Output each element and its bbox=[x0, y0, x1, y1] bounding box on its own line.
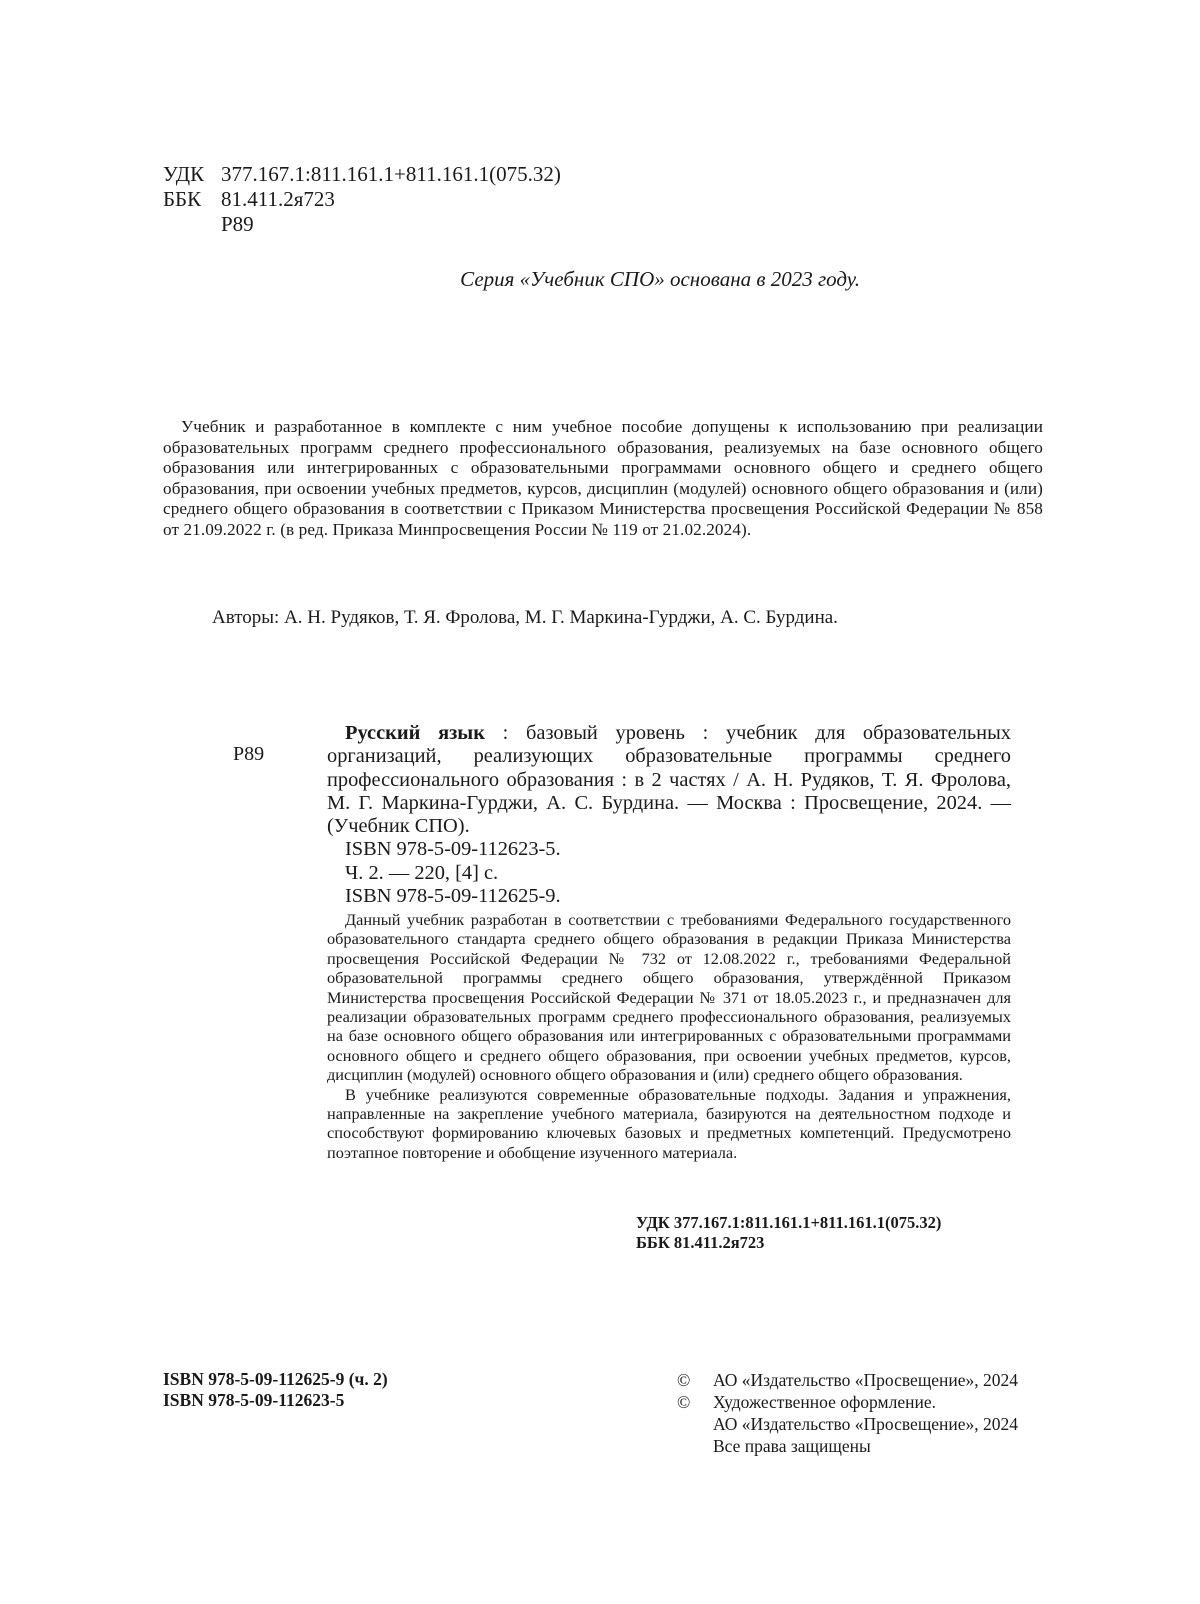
isbn-part-footer: ISBN 978-5-09-112625-9 (ч. 2) bbox=[163, 1369, 388, 1389]
isbn-footer bbox=[163, 1369, 388, 1411]
udk-label: УДК bbox=[163, 162, 205, 186]
book-title: Русский язык bbox=[345, 722, 485, 744]
bib-isbn-part: ISBN 978-5-09-112625-9. bbox=[345, 885, 561, 908]
bib-margin-mark: Р89 bbox=[233, 743, 265, 765]
rights-reserved: Все права защищены bbox=[713, 1436, 871, 1456]
udk-row bbox=[163, 162, 561, 187]
copyright-row bbox=[677, 1391, 1018, 1413]
bib-isbn-set: ISBN 978-5-09-112623-5. bbox=[345, 838, 561, 861]
bib-description: : базовый уровень : учебник для образовательных организаций, реализующих образовательные программы среднего профессионального образования : в 2 частях / А. Н. Рудяков, Т. Я. Фролова, М. Г. Маркина-Гурджи, А. С. Бурдина. — Москва : Просвещение, 2024. — (Учебник СПО). bbox=[327, 722, 1011, 838]
annotation-paragraph: В учебнике реализуются современные образовательные подходы. Задания и упражнения, направленные на закрепление учебного материала, базируются на деятельностном подходе и способствуют формированию ключевых базовых и предметных компетенций. Предусмотрено поэтапное повторение и обобщение изученного материала. bbox=[327, 1084, 1011, 1162]
bbk-row bbox=[163, 187, 561, 212]
copyright-icon: © bbox=[677, 1392, 691, 1412]
annotation-paragraph: Данный учебник разработан в соответствии с требованиями Федерального государственного образовательного стандарта среднего общего образования в редакции Приказа Министерства просвещения Российской Федерации № 732 от 12.08.2022 г., требованиями Федеральной образовательной программы среднего общего образования, утверждённой Приказом Министерства просвещения Российской Федерации № 371 от 18.05.2023 г., и предназначен для реализации образовательных программ среднего профессионального образования, реализуемых на базе основного общего образования или интегрированных с образовательными программами основного общего и среднего общего образования, при освоении учебных предметов, курсов, дисциплин (модулей) основного общего образования и (или) среднего общего образования. bbox=[327, 910, 1011, 1085]
classification-footer bbox=[636, 1213, 941, 1253]
annotation bbox=[327, 910, 1011, 1162]
udk-value: 377.167.1:811.161.1+811.161.1(075.32) bbox=[221, 162, 561, 186]
bibliographic-record bbox=[327, 722, 1011, 908]
approval-text: Учебник и разработанное в комплекте с ним учебное пособие допущены к использованию при реализации образовательных программ среднего профессионального образования, реализуемых на базе основного общего образования или интегрированных с образовательными программами основного общего и среднего общего образования, при освоении учебных предметов, курсов, дисциплин (модулей) основного общего образования и (или) среднего общего образования в соответствии с Приказом Министерства просвещения Российской Федерации № 858 от 21.09.2022 г. (в ред. Приказа Минпросвещения России № 119 от 21.02.2024). bbox=[163, 417, 1043, 539]
copyright-row bbox=[677, 1369, 1018, 1391]
author-mark: Р89 bbox=[221, 212, 254, 236]
copyright-line: Художественное оформление. bbox=[713, 1392, 936, 1412]
copyright-line: АО «Издательство «Просвещение», 2024 bbox=[713, 1414, 1019, 1434]
authors-line: Авторы: А. Н. Рудяков, Т. Я. Фролова, М. Г. Маркина-Гурджи, А. С. Бурдина. bbox=[212, 607, 838, 628]
udk-footer: УДК 377.167.1:811.161.1+811.161.1(075.32) bbox=[636, 1213, 942, 1232]
copyright-row bbox=[677, 1435, 1018, 1457]
copyright-row bbox=[677, 1413, 1018, 1435]
copyright-line: АО «Издательство «Просвещение», 2024 bbox=[713, 1370, 1019, 1390]
isbn-set-footer: ISBN 978-5-09-112623-5 bbox=[163, 1390, 345, 1410]
bbk-label: ББК bbox=[163, 187, 202, 211]
series-note: Серия «Учебник СПО» основана в 2023 году. bbox=[460, 267, 860, 291]
copyright-block bbox=[677, 1369, 1018, 1457]
copyright-icon: © bbox=[677, 1370, 691, 1390]
bib-description-block bbox=[327, 722, 1011, 838]
bbk-value: 81.411.2я723 bbox=[221, 187, 335, 211]
udk-header bbox=[163, 162, 561, 237]
bib-part: Ч. 2. — 220, [4] с. bbox=[345, 861, 499, 884]
bbk-footer: ББК 81.411.2я723 bbox=[636, 1233, 765, 1252]
